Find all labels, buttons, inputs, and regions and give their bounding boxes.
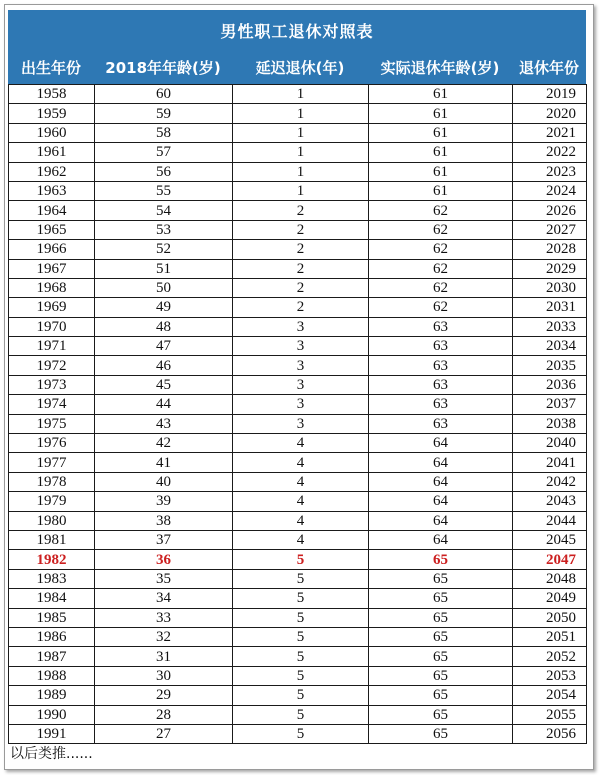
cell-birth-year: 1982	[9, 550, 95, 569]
table-row	[9, 686, 587, 705]
cell-delay-years: 5	[233, 569, 369, 588]
cell-delay-years: 3	[233, 337, 369, 356]
table-row	[9, 181, 587, 200]
cell-retire-year: 2055	[513, 705, 587, 724]
cell-birth-year: 1971	[9, 337, 95, 356]
cell-actual-retire-age: 64	[369, 492, 513, 511]
cell-birth-year: 1979	[9, 492, 95, 511]
cell-actual-retire-age: 65	[369, 686, 513, 705]
table-row	[9, 395, 587, 414]
header-retire-year: 退休年份	[518, 58, 579, 77]
header-actual-retire-age: 实际退休年龄(岁)	[380, 58, 500, 77]
cell-birth-year: 1981	[9, 530, 95, 549]
table-row-highlighted	[9, 550, 587, 569]
table-header-row	[8, 50, 586, 84]
cell-age-2018: 31	[95, 647, 233, 666]
cell-actual-retire-age: 62	[369, 298, 513, 317]
cell-retire-year: 2047	[513, 550, 587, 569]
cell-actual-retire-age: 64	[369, 434, 513, 453]
table-row	[9, 104, 587, 123]
table-row	[9, 530, 587, 549]
table-row	[9, 298, 587, 317]
cell-birth-year: 1984	[9, 589, 95, 608]
cell-retire-year: 2027	[513, 220, 587, 239]
header-age-2018: 2018年年龄(岁)	[105, 58, 221, 77]
cell-delay-years: 2	[233, 298, 369, 317]
cell-retire-year: 2034	[513, 337, 587, 356]
cell-actual-retire-age: 64	[369, 511, 513, 530]
cell-age-2018: 35	[95, 569, 233, 588]
cell-actual-retire-age: 63	[369, 356, 513, 375]
cell-birth-year: 1965	[9, 220, 95, 239]
table-row	[9, 259, 587, 278]
cell-birth-year: 1962	[9, 162, 95, 181]
cell-delay-years: 4	[233, 511, 369, 530]
cell-actual-retire-age: 63	[369, 395, 513, 414]
cell-actual-retire-age: 62	[369, 259, 513, 278]
cell-birth-year: 1959	[9, 104, 95, 123]
cell-birth-year: 1975	[9, 414, 95, 433]
table-row	[9, 453, 587, 472]
table-row	[9, 162, 587, 181]
cell-birth-year: 1985	[9, 608, 95, 627]
cell-age-2018: 28	[95, 705, 233, 724]
cell-delay-years: 4	[233, 434, 369, 453]
cell-delay-years: 2	[233, 278, 369, 297]
cell-retire-year: 2056	[513, 724, 587, 743]
cell-age-2018: 40	[95, 472, 233, 491]
cell-retire-year: 2037	[513, 395, 587, 414]
footer-note: 以后类推......	[10, 746, 93, 762]
cell-birth-year: 1988	[9, 666, 95, 685]
cell-delay-years: 3	[233, 395, 369, 414]
cell-delay-years: 3	[233, 317, 369, 336]
cell-actual-retire-age: 61	[369, 85, 513, 104]
cell-actual-retire-age: 65	[369, 647, 513, 666]
cell-delay-years: 1	[233, 104, 369, 123]
cell-delay-years: 2	[233, 201, 369, 220]
cell-age-2018: 60	[95, 85, 233, 104]
cell-retire-year: 2022	[513, 143, 587, 162]
cell-age-2018: 58	[95, 123, 233, 142]
table-row	[9, 434, 587, 453]
table-row	[9, 666, 587, 685]
cell-birth-year: 1969	[9, 298, 95, 317]
cell-retire-year: 2038	[513, 414, 587, 433]
cell-birth-year: 1972	[9, 356, 95, 375]
cell-retire-year: 2043	[513, 492, 587, 511]
cell-actual-retire-age: 63	[369, 414, 513, 433]
cell-age-2018: 29	[95, 686, 233, 705]
header-birth-year: 出生年份	[20, 58, 81, 77]
cell-age-2018: 46	[95, 356, 233, 375]
cell-delay-years: 5	[233, 608, 369, 627]
table-row	[9, 608, 587, 627]
cell-delay-years: 4	[233, 453, 369, 472]
cell-retire-year: 2054	[513, 686, 587, 705]
cell-actual-retire-age: 65	[369, 608, 513, 627]
cell-actual-retire-age: 64	[369, 472, 513, 491]
cell-birth-year: 1983	[9, 569, 95, 588]
cell-delay-years: 5	[233, 627, 369, 646]
cell-birth-year: 1986	[9, 627, 95, 646]
cell-retire-year: 2036	[513, 375, 587, 394]
cell-delay-years: 2	[233, 240, 369, 259]
cell-delay-years: 5	[233, 724, 369, 743]
table-row	[9, 375, 587, 394]
cell-birth-year: 1970	[9, 317, 95, 336]
cell-retire-year: 2035	[513, 356, 587, 375]
cell-birth-year: 1980	[9, 511, 95, 530]
cell-age-2018: 44	[95, 395, 233, 414]
cell-actual-retire-age: 63	[369, 317, 513, 336]
cell-birth-year: 1978	[9, 472, 95, 491]
cell-delay-years: 1	[233, 143, 369, 162]
cell-age-2018: 37	[95, 530, 233, 549]
cell-age-2018: 42	[95, 434, 233, 453]
table-row	[9, 85, 587, 104]
cell-retire-year: 2044	[513, 511, 587, 530]
cell-delay-years: 1	[233, 162, 369, 181]
retirement-table	[8, 84, 587, 744]
cell-birth-year: 1967	[9, 259, 95, 278]
cell-retire-year: 2024	[513, 181, 587, 200]
cell-age-2018: 59	[95, 104, 233, 123]
cell-delay-years: 4	[233, 530, 369, 549]
cell-delay-years: 2	[233, 220, 369, 239]
cell-delay-years: 5	[233, 705, 369, 724]
table-row	[9, 414, 587, 433]
table-row	[9, 647, 587, 666]
cell-age-2018: 36	[95, 550, 233, 569]
cell-delay-years: 1	[233, 181, 369, 200]
cell-retire-year: 2029	[513, 259, 587, 278]
table-row	[9, 317, 587, 336]
cell-age-2018: 33	[95, 608, 233, 627]
cell-age-2018: 55	[95, 181, 233, 200]
cell-retire-year: 2028	[513, 240, 587, 259]
table-title	[8, 10, 586, 50]
table-row	[9, 278, 587, 297]
cell-age-2018: 56	[95, 162, 233, 181]
cell-age-2018: 50	[95, 278, 233, 297]
cell-birth-year: 1961	[9, 143, 95, 162]
table-row	[9, 589, 587, 608]
table-row	[9, 356, 587, 375]
cell-age-2018: 54	[95, 201, 233, 220]
cell-age-2018: 57	[95, 143, 233, 162]
cell-delay-years: 5	[233, 550, 369, 569]
cell-actual-retire-age: 65	[369, 724, 513, 743]
cell-delay-years: 1	[233, 85, 369, 104]
cell-actual-retire-age: 65	[369, 666, 513, 685]
cell-birth-year: 1958	[9, 85, 95, 104]
cell-actual-retire-age: 64	[369, 453, 513, 472]
table-row	[9, 627, 587, 646]
cell-delay-years: 4	[233, 472, 369, 491]
cell-retire-year: 2019	[513, 85, 587, 104]
cell-retire-year: 2021	[513, 123, 587, 142]
cell-retire-year: 2045	[513, 530, 587, 549]
cell-actual-retire-age: 61	[369, 181, 513, 200]
cell-actual-retire-age: 64	[369, 530, 513, 549]
cell-age-2018: 34	[95, 589, 233, 608]
cell-birth-year: 1964	[9, 201, 95, 220]
cell-actual-retire-age: 62	[369, 201, 513, 220]
table-row	[9, 337, 587, 356]
cell-birth-year: 1968	[9, 278, 95, 297]
cell-age-2018: 32	[95, 627, 233, 646]
cell-delay-years: 5	[233, 647, 369, 666]
cell-retire-year: 2023	[513, 162, 587, 181]
cell-retire-year: 2020	[513, 104, 587, 123]
cell-age-2018: 39	[95, 492, 233, 511]
cell-delay-years: 1	[233, 123, 369, 142]
cell-delay-years: 5	[233, 589, 369, 608]
table-row	[9, 240, 587, 259]
cell-birth-year: 1960	[9, 123, 95, 142]
cell-retire-year: 2052	[513, 647, 587, 666]
cell-actual-retire-age: 65	[369, 627, 513, 646]
table-row	[9, 511, 587, 530]
table-row	[9, 492, 587, 511]
cell-retire-year: 2026	[513, 201, 587, 220]
cell-birth-year: 1991	[9, 724, 95, 743]
cell-age-2018: 47	[95, 337, 233, 356]
cell-retire-year: 2041	[513, 453, 587, 472]
cell-birth-year: 1989	[9, 686, 95, 705]
cell-actual-retire-age: 61	[369, 143, 513, 162]
cell-actual-retire-age: 65	[369, 569, 513, 588]
cell-actual-retire-age: 65	[369, 705, 513, 724]
cell-delay-years: 3	[233, 414, 369, 433]
cell-actual-retire-age: 61	[369, 162, 513, 181]
cell-retire-year: 2051	[513, 627, 587, 646]
cell-retire-year: 2048	[513, 569, 587, 588]
cell-age-2018: 41	[95, 453, 233, 472]
cell-birth-year: 1966	[9, 240, 95, 259]
cell-delay-years: 3	[233, 375, 369, 394]
cell-actual-retire-age: 62	[369, 220, 513, 239]
table-row	[9, 705, 587, 724]
cell-retire-year: 2049	[513, 589, 587, 608]
cell-birth-year: 1976	[9, 434, 95, 453]
table-row	[9, 201, 587, 220]
cell-birth-year: 1973	[9, 375, 95, 394]
cell-age-2018: 38	[95, 511, 233, 530]
cell-age-2018: 48	[95, 317, 233, 336]
cell-delay-years: 2	[233, 259, 369, 278]
cell-birth-year: 1963	[9, 181, 95, 200]
cell-actual-retire-age: 62	[369, 240, 513, 259]
cell-retire-year: 2053	[513, 666, 587, 685]
table-row	[9, 220, 587, 239]
cell-retire-year: 2050	[513, 608, 587, 627]
cell-age-2018: 52	[95, 240, 233, 259]
cell-actual-retire-age: 62	[369, 278, 513, 297]
cell-actual-retire-age: 61	[369, 104, 513, 123]
cell-retire-year: 2033	[513, 317, 587, 336]
cell-retire-year: 2040	[513, 434, 587, 453]
cell-age-2018: 43	[95, 414, 233, 433]
cell-birth-year: 1977	[9, 453, 95, 472]
table-row	[9, 724, 587, 743]
cell-age-2018: 45	[95, 375, 233, 394]
cell-delay-years: 4	[233, 492, 369, 511]
table-body	[9, 85, 587, 744]
cell-birth-year: 1974	[9, 395, 95, 414]
table-row	[9, 472, 587, 491]
cell-actual-retire-age: 63	[369, 375, 513, 394]
table-title-text: 男性职工退休对照表	[220, 21, 374, 41]
cell-delay-years: 5	[233, 666, 369, 685]
cell-actual-retire-age: 63	[369, 337, 513, 356]
cell-actual-retire-age: 61	[369, 123, 513, 142]
cell-retire-year: 2031	[513, 298, 587, 317]
header-delay-years: 延迟退休(年)	[255, 58, 345, 77]
cell-age-2018: 30	[95, 666, 233, 685]
cell-retire-year: 2030	[513, 278, 587, 297]
cell-actual-retire-age: 65	[369, 589, 513, 608]
cell-delay-years: 5	[233, 686, 369, 705]
cell-retire-year: 2042	[513, 472, 587, 491]
cell-age-2018: 53	[95, 220, 233, 239]
cell-actual-retire-age: 65	[369, 550, 513, 569]
cell-age-2018: 49	[95, 298, 233, 317]
table-row	[9, 143, 587, 162]
cell-birth-year: 1987	[9, 647, 95, 666]
cell-delay-years: 3	[233, 356, 369, 375]
table-row	[9, 569, 587, 588]
cell-age-2018: 27	[95, 724, 233, 743]
cell-age-2018: 51	[95, 259, 233, 278]
cell-birth-year: 1990	[9, 705, 95, 724]
table-row	[9, 123, 587, 142]
